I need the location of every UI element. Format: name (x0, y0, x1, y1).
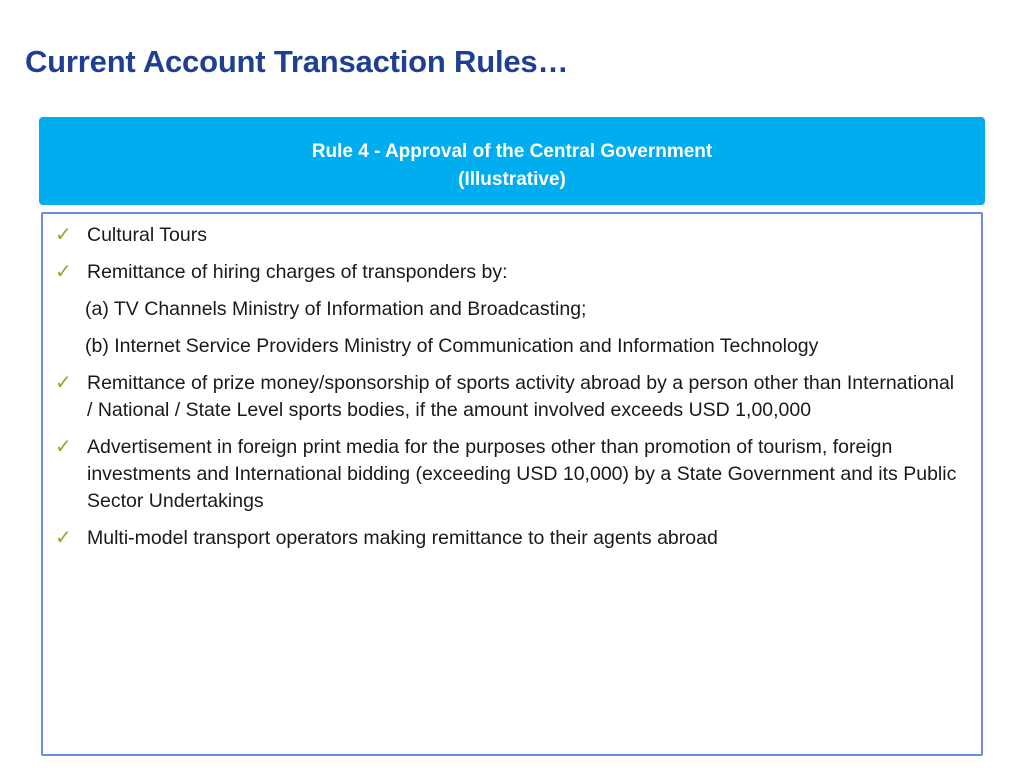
rule-heading-line2: (Illustrative) (458, 169, 566, 190)
check-icon: ✓ (55, 224, 72, 246)
rule-header (39, 117, 985, 205)
check-icon: ✓ (55, 527, 72, 549)
list-item (43, 222, 981, 249)
list-item-text: Advertisement in foreign print media for the purposes other than promotion of tourism, foreign investments and International bidding (exceeding USD 10,000) by a State Government and its Public Sector Undertakings (87, 436, 957, 512)
check-icon: ✓ (55, 372, 72, 394)
sub-list-item-text: (a) TV Channels Ministry of Information and Broadcasting; (85, 298, 587, 320)
list-item (43, 434, 981, 515)
list-item (43, 370, 981, 424)
slide-title: Current Account Transaction Rules… (25, 44, 569, 79)
list-item (43, 259, 981, 286)
list-item-text: Remittance of hiring charges of transponders by: (87, 261, 508, 283)
rule-heading-line1: Rule 4 - Approval of the Central Government (311, 141, 713, 162)
sub-list-item (43, 333, 981, 360)
list-item-text: Remittance of prize money/sponsorship of sports activity abroad by a person other than International / National / State Level sports bodies, if the amount involved exceeds USD 1,00,000 (87, 372, 955, 421)
list-item-text: Cultural Tours (87, 224, 207, 246)
list-item (43, 525, 981, 552)
rule-items-list (43, 222, 981, 562)
content-box (41, 212, 983, 756)
check-icon: ✓ (55, 261, 72, 283)
check-icon: ✓ (55, 436, 72, 458)
sub-list-item-text: (b) Internet Service Providers Ministry of Communication and Information Technology (85, 335, 819, 357)
list-item-text: Multi-model transport operators making remittance to their agents abroad (87, 527, 718, 549)
sub-list-item (43, 296, 981, 323)
